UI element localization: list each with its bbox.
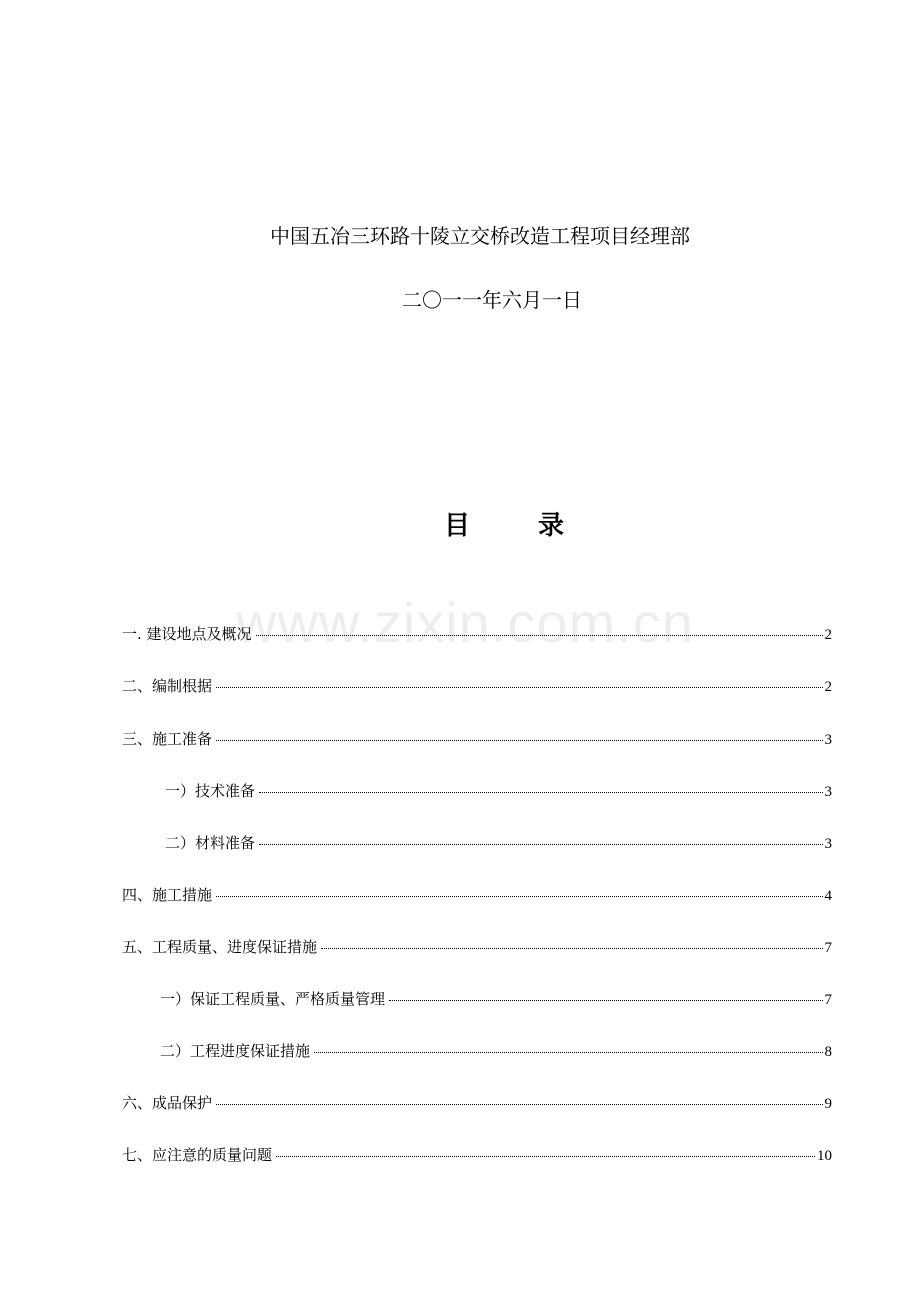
toc-entry-label: 六、成品保护 — [122, 1094, 213, 1112]
toc-dot-leader — [389, 1000, 822, 1001]
toc-title-second-char: 录 — [538, 511, 565, 541]
toc-entry-page: 3 — [824, 784, 832, 800]
toc-entry-label: 三、施工准备 — [122, 730, 213, 748]
toc-entry-label: 二）材料准备 — [165, 834, 256, 852]
toc-dot-leader — [216, 740, 822, 741]
toc-entry-page: 2 — [824, 627, 832, 643]
toc-entry-page: 9 — [824, 1096, 832, 1112]
toc-entry-label: 一）保证工程质量、严格质量管理 — [160, 990, 386, 1008]
toc-dot-leader — [259, 844, 822, 845]
toc-dot-leader — [321, 948, 822, 949]
toc-dot-leader — [259, 792, 822, 793]
toc-entry-page: 2 — [824, 679, 832, 695]
toc-entry-label: 一. 建设地点及概况 — [122, 625, 252, 643]
toc-dot-leader — [216, 896, 822, 897]
watermark: www.zixin.com.cn — [236, 591, 694, 654]
toc-dot-leader — [216, 1104, 822, 1105]
organization-name: 中国五冶三环路十陵立交桥改造工程项目经理部 — [270, 224, 690, 248]
toc-entry-page: 3 — [824, 836, 832, 852]
toc-entry-page: 4 — [824, 888, 832, 904]
toc-entry[interactable] — [122, 1092, 832, 1115]
toc-entry-page: 7 — [824, 940, 832, 956]
toc-entry[interactable] — [122, 675, 832, 698]
document-date: 二〇一一年六月一日 — [402, 288, 582, 312]
toc-entry[interactable] — [122, 1144, 832, 1167]
toc-entry[interactable] — [160, 988, 832, 1011]
toc-dot-leader — [314, 1052, 822, 1053]
toc-entry-page: 7 — [824, 992, 832, 1008]
toc-entry[interactable] — [165, 832, 832, 855]
toc-entry[interactable] — [165, 780, 832, 803]
toc-entry[interactable] — [122, 884, 832, 907]
toc-dot-leader — [276, 1156, 815, 1157]
toc-entry-label: 五、工程质量、进度保证措施 — [122, 938, 318, 956]
toc-entry-page: 8 — [824, 1044, 832, 1060]
toc-dot-leader — [216, 687, 822, 688]
toc-entry-label: 二）工程进度保证措施 — [160, 1042, 311, 1060]
toc-dot-leader — [256, 635, 823, 636]
toc-entry-label: 四、施工措施 — [122, 886, 213, 904]
toc-entry[interactable] — [122, 623, 832, 646]
toc-entry-label: 一）技术准备 — [165, 782, 256, 800]
toc-entry-label: 二、编制根据 — [122, 677, 213, 695]
toc-entry[interactable] — [160, 1040, 832, 1063]
toc-title-first-char: 目 — [444, 511, 471, 541]
toc-entry-page: 3 — [824, 732, 832, 748]
toc-entry-page: 10 — [817, 1148, 832, 1164]
toc-entry-label: 七、应注意的质量问题 — [122, 1146, 273, 1164]
toc-entry[interactable] — [122, 728, 832, 751]
toc-entry[interactable] — [122, 936, 832, 959]
